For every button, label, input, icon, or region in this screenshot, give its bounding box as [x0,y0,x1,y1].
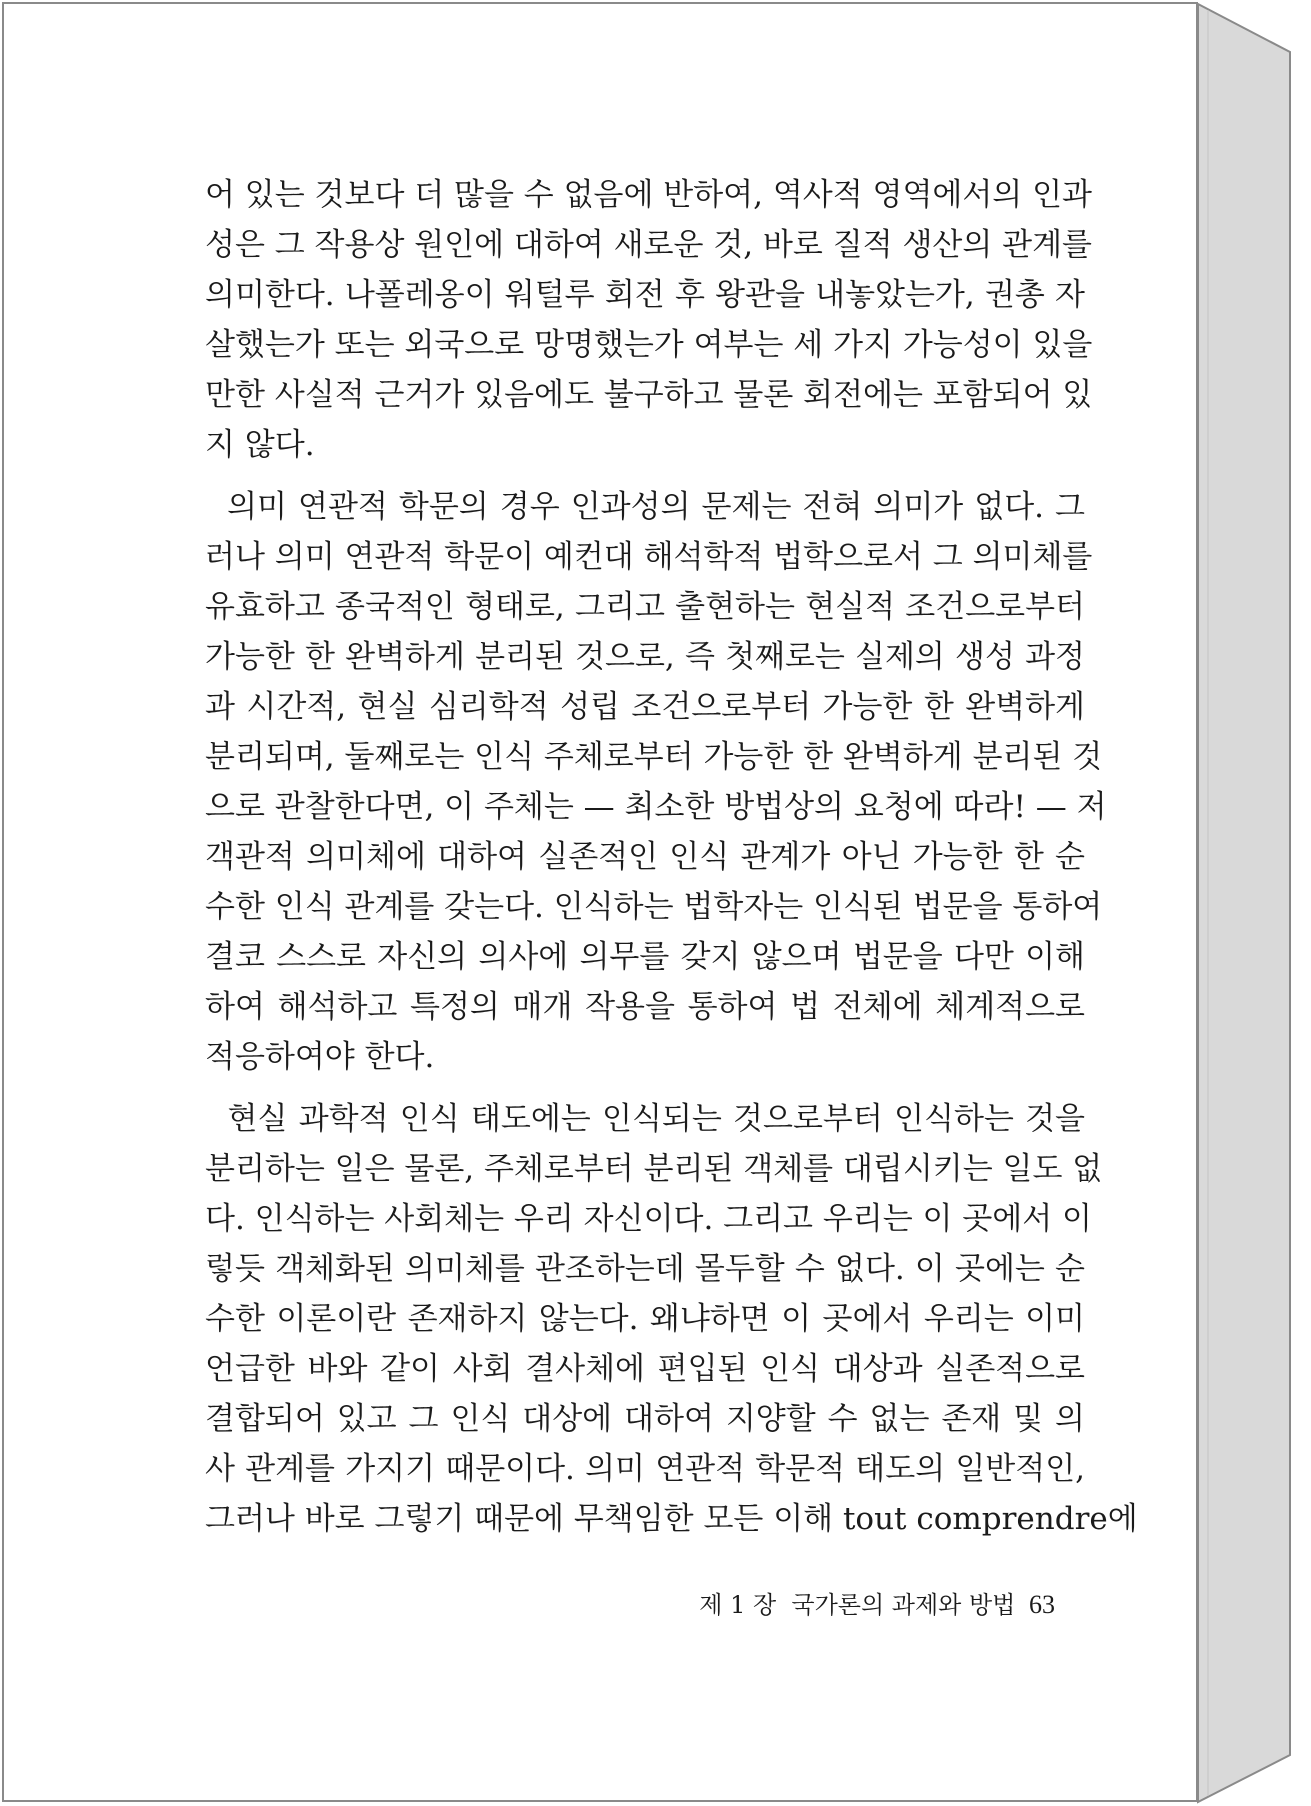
text-line: 으로 관찰한다면, 이 주체는 — 최소한 방법상의 요청에 따라! — 저 [205,789,1107,825]
body-text [205,170,1138,1544]
text-line: 지 않다. [205,427,315,463]
chapter-title: 제 1 장 국가론의 과제와 방법 [699,1591,1016,1619]
text-line: 결합되어 있고 그 인식 대상에 대하여 지양할 수 없는 존재 및 의 [205,1401,1085,1437]
text-line: 유효하고 종국적인 형태로, 그리고 출현하는 현실적 조건으로부터 [205,589,1085,625]
text-line: 현실 과학적 인식 태도에는 인식되는 것으로부터 인식하는 것을 [205,1101,1085,1137]
text-line: 분리하는 일은 물론, 주체로부터 분리된 객체를 대립시키는 일도 없 [205,1151,1103,1187]
text-line: 하여 해석하고 특정의 매개 작용을 통하여 법 전체에 체계적으로 [205,989,1085,1025]
text-line: 렇듯 객체화된 의미체를 관조하는데 몰두할 수 없다. 이 곳에는 순 [205,1251,1085,1287]
text-line: 객관적 의미체에 대하여 실존적인 인식 관계가 아닌 가능한 한 순 [205,839,1085,875]
text-line: 그러나 바로 그렇기 때문에 무책임한 모든 이해 tout comprendre에 [205,1501,1138,1537]
text-line: 언급한 바와 같이 사회 결사체에 편입된 인식 대상과 실존적으로 [205,1351,1085,1387]
text-line: 수한 인식 관계를 갖는다. 인식하는 법학자는 인식된 법문을 통하여 [205,889,1103,925]
text-line: 수한 이론이란 존재하지 않는다. 왜냐하면 이 곳에서 우리는 이미 [205,1301,1085,1337]
page-number: 63 [1029,1590,1055,1619]
paragraph [205,170,1093,470]
text-line: 사 관계를 가지기 때문이다. 의미 연관적 학문적 태도의 일반적인, [205,1451,1085,1487]
text-line: 의미한다. 나폴레옹이 워털루 회전 후 왕관을 내놓았는가, 권총 자 [205,277,1085,313]
paragraph [205,1094,1138,1544]
running-footer [640,1587,1055,1623]
text-line: 러나 의미 연관적 학문이 예컨대 해석학적 법학으로서 그 의미체를 [205,539,1093,575]
text-line: 살했는가 또는 외국으로 망명했는가 여부는 세 가지 가능성이 있을 [205,327,1093,363]
text-line: 의미 연관적 학문의 경우 인과성의 문제는 전혀 의미가 없다. 그 [205,489,1085,525]
text-line: 결코 스스로 자신의 의사에 의무를 갖지 않으며 법문을 다만 이해 [205,939,1085,975]
text-line: 성은 그 작용상 원인에 대하여 새로운 것, 바로 질적 생산의 관계를 [205,227,1092,263]
text-line: 분리되며, 둘째로는 인식 주체로부터 가능한 한 완벽하게 분리된 것 [205,739,1103,775]
text-line: 가능한 한 완벽하게 분리된 것으로, 즉 첫째로는 실제의 생성 과정 [205,639,1085,675]
text-line: 어 있는 것보다 더 많을 수 없음에 반하여, 역사적 영역에서의 인과 [205,177,1092,213]
paragraph [205,482,1107,1082]
text-line: 다. 인식하는 사회체는 우리 자신이다. 그리고 우리는 이 곳에서 이 [205,1201,1092,1237]
text-line: 적응하여야 한다. [205,1039,435,1075]
text-line: 과 시간적, 현실 심리학적 성립 조건으로부터 가능한 한 완벽하게 [205,689,1085,725]
text-line: 만한 사실적 근거가 있음에도 불구하고 물론 회전에는 포함되어 있 [205,377,1093,413]
